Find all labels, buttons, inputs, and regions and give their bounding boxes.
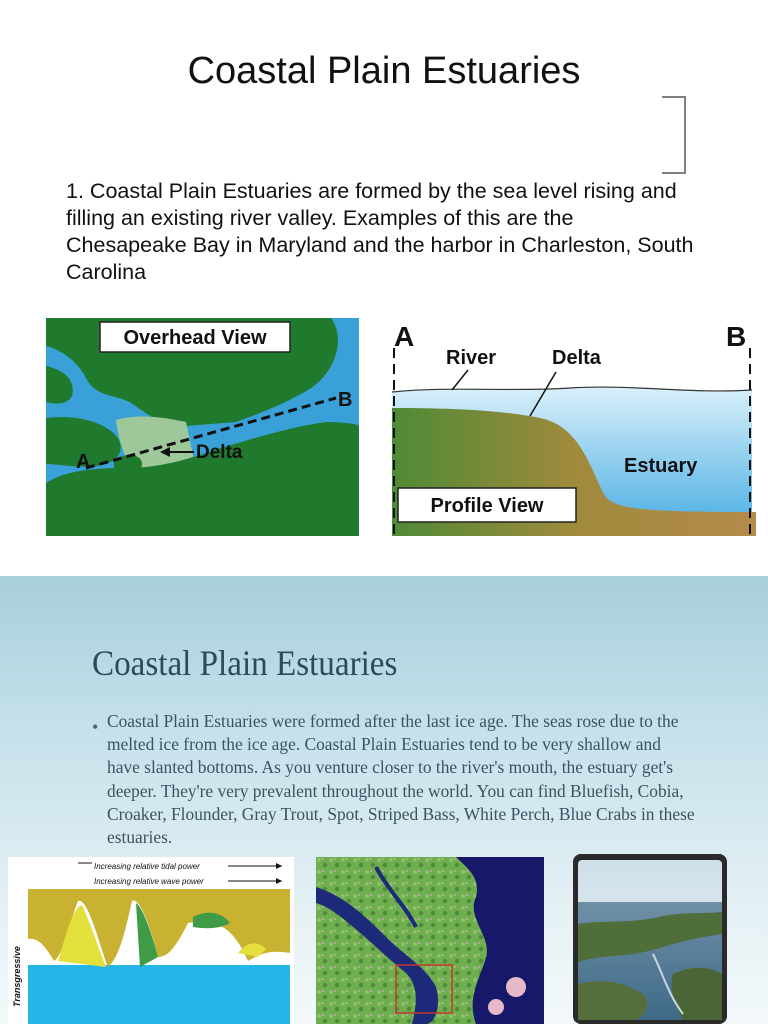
slide-2-paragraph: Coastal Plain Estuaries were formed after the last ice age. The seas rose due to the melted ice from the ice age. Coastal Plain Estuaries tend to be very shallow and have slanted bottoms. As you venture closer to the river's mouth, the estuary get's deeper. They're very prevalent throughout the world. You can find Bluefish, Cobia, Croaker, Flounder, Gray Trout, Spot, Striped Bass, White Perch, Blue Crabs in these estuaries. (107, 711, 695, 848)
slide-2-title: Coastal Plain Estuaries (92, 643, 398, 683)
overhead-view-figure (46, 318, 359, 536)
slide-1-title: Coastal Plain Estuaries (187, 50, 581, 92)
paragraph-text: Coastal Plain Estuaries are formed by the sea level rising and filling an existing river valley. Examples of this are the Chesapeake Bay in Maryland and the harbor in Charleston, South Carolina (66, 179, 694, 284)
slide-2 (0, 576, 768, 1024)
diagram-top-label-1: Increasing relative tidal power (94, 862, 200, 871)
profile-view-figure (390, 318, 756, 536)
profile-label-delta: Delta (552, 347, 601, 369)
bracket-decoration (662, 96, 686, 174)
aerial-photo (573, 854, 727, 1024)
overhead-label-a: A (76, 451, 91, 473)
overhead-label-b: B (338, 389, 353, 411)
profile-label-a: A (394, 321, 415, 352)
slide-1-paragraph (66, 178, 696, 286)
diagram-water-band (28, 965, 290, 1024)
diagram-side-label: Transgressive (12, 946, 22, 1007)
photo-marsh-3 (671, 968, 722, 1020)
paragraph-number: 1. (66, 179, 84, 203)
satellite-cloud-1 (506, 977, 526, 997)
estuary-types-diagram (8, 857, 294, 1024)
overhead-title: Overhead View (123, 327, 267, 349)
profile-label-river: River (446, 347, 497, 369)
profile-label-estuary: Estuary (624, 455, 698, 477)
bullet-marker: • (92, 717, 99, 737)
satellite-cloud-2 (488, 999, 504, 1015)
satellite-image (316, 857, 544, 1024)
profile-label-b: B (726, 321, 747, 352)
overhead-label-delta: Delta (196, 442, 243, 463)
profile-title: Profile View (430, 495, 544, 517)
diagram-top-label-2: Increasing relative wave power (94, 877, 204, 886)
